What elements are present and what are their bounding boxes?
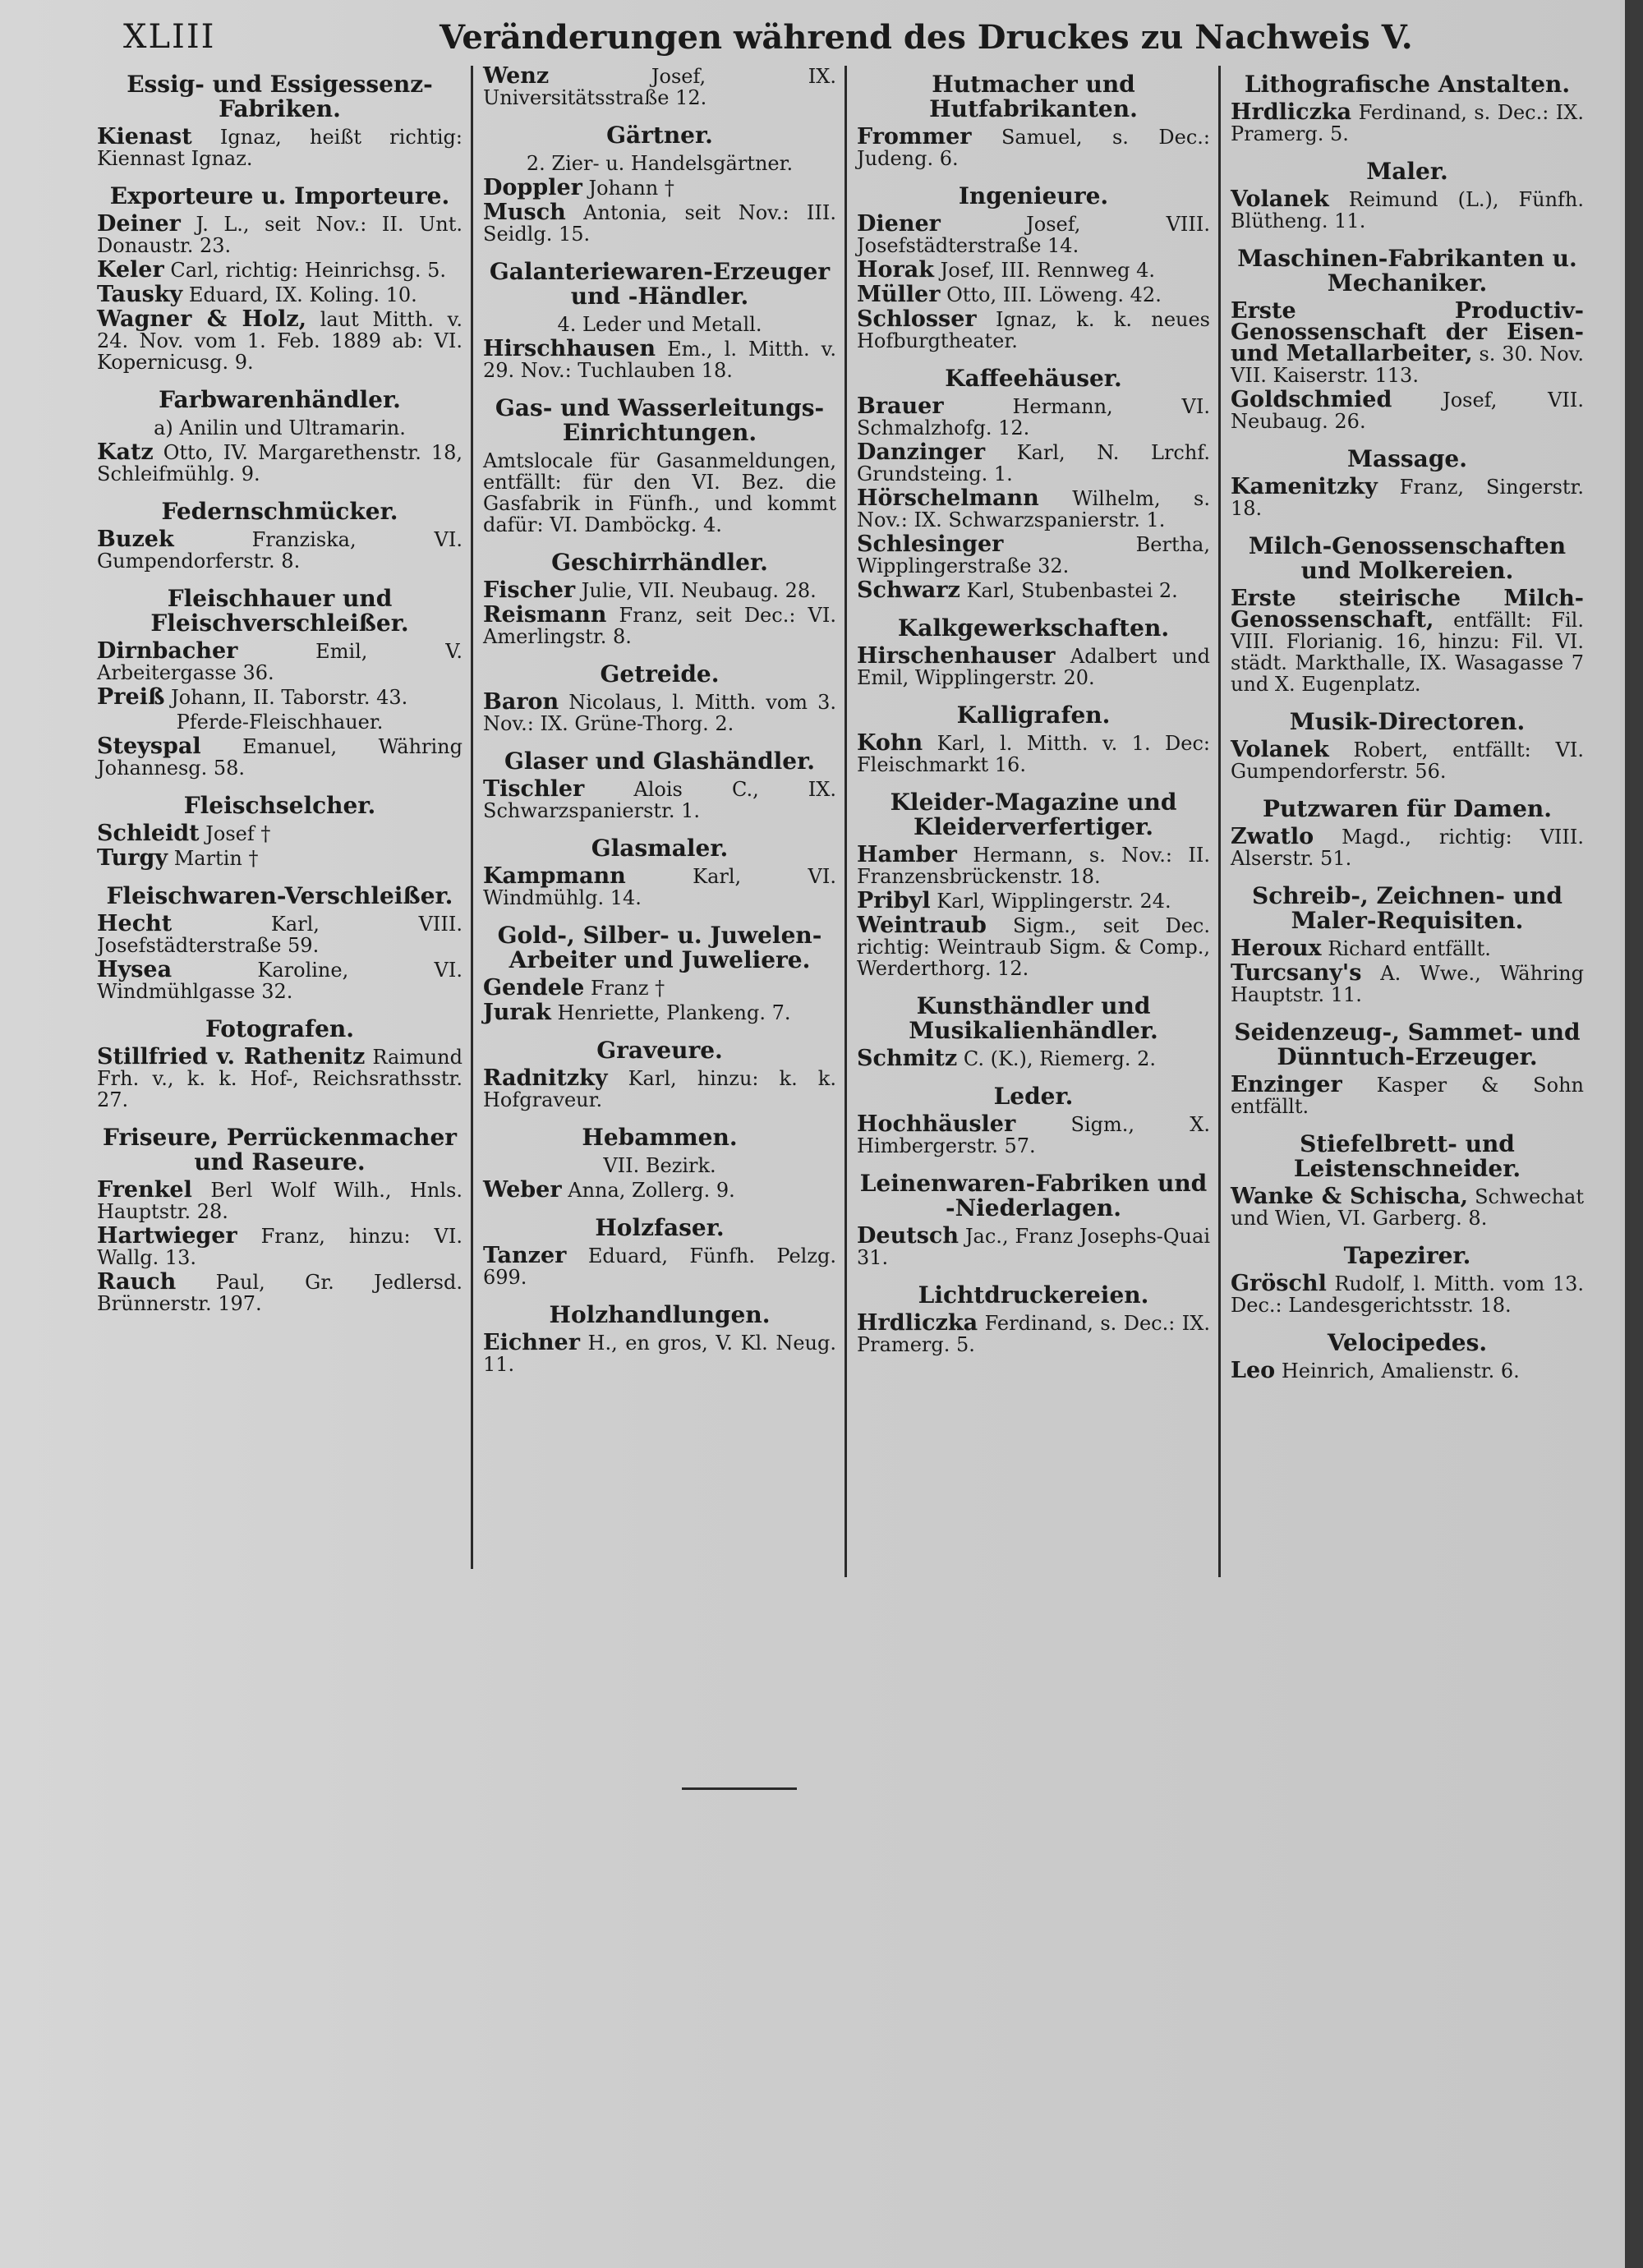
directory-entry	[1231, 1186, 1584, 1229]
entry-name: Enzinger	[1231, 1072, 1342, 1097]
entry-details: entfällt: Fil. VIII. Florianig. 16, hinzu: Fil. VI. städt. Markthalle, IX. Wasagasse 7 und X. Eugenplatz.	[1231, 609, 1584, 696]
entry-name: Dirnbacher	[97, 638, 238, 664]
entry-details: Franz †	[591, 977, 665, 1000]
entry-details: Julie, VII. Neubaug. 28.	[581, 579, 817, 602]
entry-name: Danzinger	[857, 439, 986, 465]
entry-name: Pribyl	[857, 888, 931, 913]
directory-entry	[857, 1048, 1210, 1070]
entry-details: Josef, IX. Universitätsstraße 12.	[483, 65, 836, 109]
section-heading: Leder.	[993, 1083, 1074, 1110]
section-heading: Geschirrhändler.	[551, 549, 768, 576]
entry-name: Hamber	[857, 842, 957, 867]
entry-details: Franz, seit Dec.: VI. Amerlingstr. 8.	[483, 604, 836, 648]
section-heading: Lichtdruckereien.	[918, 1281, 1149, 1309]
entry-name: Brauer	[857, 393, 944, 419]
directory-entry	[857, 284, 1210, 306]
entry-details: H., en gros, V. Kl. Neug. 11.	[483, 1332, 836, 1376]
subsection-heading: 2. Zier- u. Handelsgärtner.	[526, 152, 794, 175]
entry-name: Keler	[97, 257, 164, 283]
directory-entry	[97, 439, 463, 485]
directory-entry	[483, 1065, 836, 1111]
section-heading: Kalkgewerkschaften.	[897, 614, 1170, 642]
entry-name: Rauch	[97, 1269, 177, 1295]
entry-details: Franz, hinzu: VI. Wallg. 13.	[97, 1225, 463, 1269]
directory-entry	[1231, 389, 1584, 432]
directory-entry	[857, 1223, 1210, 1269]
entry-details: Bertha, Wipplingerstraße 32.	[857, 533, 1210, 577]
entry-name: Steyspal	[97, 734, 201, 759]
entry-name: Kamenitzky	[1231, 474, 1378, 499]
directory-columns	[97, 63, 1592, 1577]
entry-details: Josef †	[205, 822, 271, 845]
directory-entry	[483, 776, 836, 822]
page-header	[123, 15, 1594, 72]
column-3	[845, 66, 1218, 1577]
section-heading: Glasmaler.	[591, 835, 729, 862]
entry-name: Erste Productiv-Genossenschaft der Eisen- und Metallarbeiter,	[1231, 298, 1584, 366]
entry-name: Kienast	[97, 124, 192, 150]
entry-name: Hecht	[97, 911, 173, 936]
entry-details: Hermann, s. Nov.: II. Franzensbrückenstr. 18.	[857, 844, 1210, 888]
directory-entry	[97, 845, 463, 871]
directory-entry	[1231, 298, 1584, 387]
entry-details: Jac., Franz Josephs-Quai 31.	[857, 1225, 1210, 1269]
entry-name: Deutsch	[857, 1223, 959, 1249]
entry-details: Eduard, IX. Koling. 10.	[188, 283, 417, 306]
entry-name: Volanek	[1231, 186, 1329, 212]
entry-details: Rudolf, l. Mitth. vom 13. Dec.: Landesgerichtsstr. 18.	[1231, 1272, 1584, 1317]
section-heading: Hutmacher und Hutfabrikanten.	[929, 71, 1138, 122]
subsection-heading: VII. Bezirk.	[603, 1154, 716, 1177]
entry-name: Wenz	[483, 63, 550, 89]
directory-entry	[857, 531, 1210, 577]
section-heading: Milch-Genossenschaften und Molkereien.	[1248, 532, 1567, 584]
directory-entry	[97, 823, 463, 844]
entry-details: Josef, VIII. Josefstädterstraße 14.	[857, 213, 1210, 257]
section-heading: Essig- und Essigessenz-Fabriken.	[127, 71, 433, 122]
entry-details: Ignaz, heißt richtig: Kiennast Ignaz.	[97, 126, 463, 170]
directory-entry	[1231, 1360, 1584, 1382]
entry-name: Leo	[1231, 1358, 1276, 1383]
directory-entry	[483, 602, 836, 648]
section-heading: Lithografische Anstalten.	[1244, 71, 1571, 98]
entry-name: Hysea	[97, 957, 173, 982]
entry-name: Baron	[483, 689, 559, 715]
directory-entry	[857, 393, 1210, 439]
entry-details: Josef, III. Rennweg 4.	[940, 259, 1155, 282]
entry-details: Hermann, VI. Schmalzhofg. 12.	[857, 395, 1210, 439]
section-heading: Fleischwaren-Verschleißer.	[106, 882, 453, 909]
entry-name: Wanke & Schischa,	[1231, 1184, 1468, 1209]
entry-name: Müller	[857, 282, 941, 307]
entry-details: Martin †	[173, 847, 259, 870]
directory-entry	[857, 915, 1210, 979]
entry-name: Weintraub	[857, 913, 987, 938]
entry-details: Berl Wolf Wilh., Hnls. Hauptstr. 28.	[97, 1179, 463, 1223]
entry-details: Karl, hinzu: k. k. Hofgraveur.	[483, 1067, 836, 1111]
entry-details: Karl, l. Mitth. v. 1. Dec: Fleischmarkt 16.	[857, 732, 1210, 776]
section-heading: Friseure, Perrückenmacher und Raseure.	[102, 1124, 458, 1175]
directory-entry	[857, 257, 1210, 283]
directory-entry	[857, 1310, 1210, 1356]
entry-details: Karoline, VI. Windmühlgasse 32.	[97, 959, 463, 1003]
directory-entry	[97, 736, 463, 779]
entry-name: Goldschmied	[1231, 387, 1392, 412]
entry-name: Jurak	[483, 1000, 551, 1025]
entry-details: Raimund Frh. v., k. k. Hof-, Reichsrathsstr. 27.	[97, 1046, 463, 1111]
entry-name: Hochhäusler	[857, 1111, 1016, 1137]
section-heading: Kaffeehäuser.	[945, 365, 1122, 392]
entry-details: Ignaz, k. k. neues Hofburgtheater.	[857, 308, 1210, 352]
directory-entry	[97, 284, 463, 306]
entry-name: Wagner & Holz,	[97, 306, 307, 332]
section-heading: Schreib-, Zeichnen- und Maler-Requisiten.	[1251, 882, 1562, 934]
directory-entry	[1231, 1273, 1584, 1316]
entry-details: Paul, Gr. Jedlersd. Brünnerstr. 197.	[97, 1271, 463, 1315]
entry-name: Erste steirische Milch-Genossenschaft,	[1231, 586, 1584, 633]
entry-name: Kohn	[857, 730, 923, 756]
entry-name: Hrdliczka	[1231, 99, 1352, 125]
directory-entry	[97, 1177, 463, 1223]
entry-details: C. (K.), Riemerg. 2.	[963, 1047, 1157, 1070]
directory-entry	[483, 689, 836, 735]
section-heading: Stiefelbrett- und Leistenschneider.	[1293, 1130, 1521, 1182]
entry-name: Diener	[857, 211, 941, 237]
section-heading: Kunsthändler und Musikalienhändler.	[909, 992, 1158, 1044]
directory-entry	[857, 439, 1210, 485]
section-heading: Maler.	[1366, 158, 1448, 185]
entry-details: Ferdinand, s. Dec.: IX. Pramerg. 5.	[1231, 101, 1584, 145]
entry-name: Katz	[97, 439, 154, 465]
entry-details: Sigm., seit Dec. richtig: Weintraub Sigm. & Comp., Werderthorg. 12.	[857, 914, 1210, 980]
section-heading: Glaser und Glashändler.	[504, 748, 816, 775]
directory-entry	[97, 638, 463, 684]
directory-entry	[857, 577, 1210, 603]
entry-details: Adalbert und Emil, Wipplingerstr. 20.	[857, 645, 1210, 689]
directory-entry	[483, 1002, 836, 1024]
directory-entry	[97, 211, 463, 257]
entry-details: Otto, IV. Margarethenstr. 18, Schleifmühlg. 9.	[97, 441, 463, 485]
entry-name: Gröschl	[1231, 1271, 1327, 1296]
directory-entry	[483, 1245, 836, 1288]
column-1	[97, 66, 471, 1577]
column-2	[471, 63, 845, 1569]
entry-details: Nicolaus, l. Mitth. vom 3. Nov.: IX. Grüne-Thorg. 2.	[483, 691, 836, 735]
entry-details: s. 30. Nov. VII. Kaiserstr. 113.	[1231, 343, 1584, 387]
directory-entry	[857, 1111, 1210, 1157]
directory-entry	[483, 863, 836, 909]
section-heading: Kalligrafen.	[956, 702, 1111, 729]
entry-details: Otto, III. Löweng. 42.	[946, 283, 1162, 306]
section-heading: Tapezirer.	[1343, 1242, 1471, 1269]
entry-name: Reismann	[483, 602, 607, 628]
entry-name: Zwatlo	[1231, 824, 1314, 849]
section-heading: Federnschmücker.	[161, 498, 398, 525]
entry-name: Deiner	[97, 211, 181, 237]
subsection-heading: Pferde-Fleischhauer.	[176, 711, 384, 734]
section-heading: Fotografen.	[205, 1015, 355, 1042]
entry-name: Schlesinger	[857, 531, 1004, 557]
entry-name: Radnitzky	[483, 1065, 608, 1091]
directory-entry	[857, 124, 1210, 170]
directory-entry	[483, 1177, 836, 1203]
directory-entry	[483, 1332, 836, 1375]
section-heading: Gas- und Wasserleitungs-Einrichtungen.	[495, 394, 825, 446]
directory-entry	[483, 63, 836, 109]
directory-entry	[97, 257, 463, 283]
entry-name: Schwarz	[857, 577, 960, 603]
subsection-heading: 4. Leder und Metall.	[557, 313, 762, 336]
entry-details: Johann, II. Taborstr. 43.	[171, 686, 408, 709]
subsection-heading: a) Anilin und Ultramarin.	[154, 416, 406, 439]
entry-details: Karl, Stubenbastei 2.	[966, 579, 1178, 602]
entry-name: Hrdliczka	[857, 1310, 978, 1336]
entry-name: Frommer	[857, 124, 972, 150]
entry-name: Hörschelmann	[857, 485, 1039, 511]
entry-name: Fischer	[483, 577, 576, 603]
section-heading: Velocipedes.	[1327, 1329, 1488, 1356]
entry-name: Turgy	[97, 845, 168, 871]
entry-details: Alois C., IX. Schwarzspanierstr. 1.	[483, 778, 836, 822]
entry-details: Richard entfällt.	[1328, 937, 1491, 960]
entry-name: Gendele	[483, 975, 585, 1001]
entry-name: Tausky	[97, 282, 183, 307]
entry-details: Eduard, Fünfh. Pelzg. 699.	[483, 1244, 836, 1289]
section-heading: Farbwarenhändler.	[159, 386, 401, 413]
entry-name: Horak	[857, 257, 934, 283]
directory-entry	[857, 306, 1210, 352]
entry-details: J. L., seit Nov.: II. Unt. Donaustr. 23.	[97, 213, 463, 257]
directory-entry	[1231, 476, 1584, 519]
section-heading: Holzhandlungen.	[549, 1301, 771, 1328]
entry-name: Weber	[483, 1177, 562, 1203]
entry-details: Sigm., X. Himbergerstr. 57.	[857, 1113, 1210, 1157]
entry-details: Emil, V. Arbeitergasse 36.	[97, 640, 463, 684]
directory-entry	[857, 730, 1210, 776]
section-heading: Musik-Directoren.	[1289, 708, 1526, 735]
directory-entry	[1231, 99, 1584, 145]
section-heading: Exporteure u. Importeure.	[109, 182, 450, 209]
entry-name: Schlosser	[857, 306, 977, 332]
directory-entry	[1231, 826, 1584, 869]
section-heading: Kleider-Magazine und Kleiderverfertiger.	[890, 789, 1177, 840]
entry-name: Volanek	[1231, 737, 1329, 762]
section-heading: Massage.	[1347, 445, 1467, 472]
entry-details: Samuel, s. Dec.: Judeng. 6.	[857, 126, 1210, 170]
entry-details: Reimund (L.), Fünfh. Blütheng. 11.	[1231, 188, 1584, 232]
section-heading: Putzwaren für Damen.	[1262, 795, 1553, 822]
directory-entry	[1231, 186, 1584, 232]
entry-name: Schleidt	[97, 821, 200, 846]
section-heading: Ingenieure.	[958, 182, 1109, 209]
entry-name: Musch	[483, 200, 566, 225]
directory-entry	[483, 450, 836, 536]
directory-entry	[483, 202, 836, 245]
entry-name: Kampmann	[483, 863, 626, 889]
directory-entry	[97, 1044, 463, 1111]
entry-details: Josef, VII. Neubaug. 26.	[1231, 389, 1584, 433]
directory-entry	[1231, 938, 1584, 959]
entry-name: Preiß	[97, 684, 165, 710]
directory-entry	[857, 844, 1210, 887]
section-heading: Fleischhauer und Fleischverschleißer.	[150, 585, 409, 637]
entry-name: Frenkel	[97, 1177, 192, 1203]
entry-name: Tischler	[483, 776, 585, 802]
directory-entry	[97, 1269, 463, 1315]
section-heading: Gärtner.	[606, 122, 713, 149]
entry-details: Kasper & Sohn entfällt.	[1231, 1074, 1584, 1118]
entry-details: laut Mitth. v. 24. Nov. vom 1. Feb. 1889 ab: VI. Kopernicusg. 9.	[97, 308, 463, 374]
directory-entry	[857, 643, 1210, 689]
section-heading: Seidenzeug-, Sammet- und Dünntuch-Erzeuger.	[1234, 1019, 1581, 1070]
entry-details: Schwechat und Wien, VI. Garberg. 8.	[1231, 1185, 1584, 1230]
entry-name: Stillfried v. Rathenitz	[97, 1044, 366, 1070]
directory-entry	[1231, 739, 1584, 782]
entry-details: Em., l. Mitth. v. 29. Nov.: Tuchlauben 18.	[483, 338, 836, 382]
directory-entry	[97, 124, 463, 170]
entry-name: Eichner	[483, 1330, 580, 1355]
entry-details: Wilhelm, s. Nov.: IX. Schwarzspanierstr. 1.	[857, 487, 1210, 531]
directory-entry	[97, 684, 463, 710]
entry-name: Tanzer	[483, 1243, 567, 1268]
section-heading: Hebammen.	[582, 1124, 738, 1151]
entry-name: Schmitz	[857, 1046, 958, 1071]
entry-details: Emanuel, Währing Johannesg. 58.	[97, 735, 463, 780]
directory-entry	[97, 529, 463, 572]
entry-details: Anna, Zollerg. 9.	[568, 1179, 735, 1202]
directory-entry	[857, 485, 1210, 531]
page-number: XLIII	[123, 18, 216, 56]
directory-entry	[483, 177, 836, 199]
section-heading: Getreide.	[600, 660, 720, 688]
entry-name: Doppler	[483, 175, 582, 200]
entry-name: Hirschhausen	[483, 336, 656, 361]
entry-details: Karl, Wipplingerstr. 24.	[937, 890, 1171, 913]
directory-entry	[857, 211, 1210, 257]
directory-entry	[97, 959, 463, 1002]
directory-entry	[1231, 1074, 1584, 1117]
entry-name: Hartwieger	[97, 1223, 237, 1249]
directory-entry	[1231, 960, 1584, 1006]
entry-name: Turcsany's	[1231, 960, 1362, 986]
entry-name: Hirschenhauser	[857, 643, 1056, 669]
section-heading: Maschinen-Fabrikanten u. Mechaniker.	[1237, 245, 1577, 297]
entry-details: Franz, Singerstr. 18.	[1231, 476, 1584, 520]
directory-entry	[857, 890, 1210, 912]
entry-details: Magd., richtig: VIII. Alserstr. 51.	[1231, 826, 1584, 870]
entry-details: Karl, N. Lrchf. Grundsteing. 1.	[857, 441, 1210, 485]
directory-entry	[97, 1223, 463, 1269]
page-spine-edge	[1625, 0, 1643, 2268]
entry-details: Karl, VIII. Josefstädterstraße 59.	[97, 913, 463, 957]
entry-details: Ferdinand, s. Dec.: IX. Pramerg. 5.	[857, 1312, 1210, 1356]
entry-name: Buzek	[97, 527, 174, 552]
directory-entry	[483, 338, 836, 381]
column-4	[1218, 66, 1592, 1577]
entry-details: Carl, richtig: Heinrichsg. 5.	[170, 259, 447, 282]
section-heading: Gold-, Silber- u. Juwelen-Arbeiter und Juweliere.	[497, 922, 822, 973]
section-heading: Fleischselcher.	[183, 792, 376, 819]
section-heading: Holzfaser.	[595, 1214, 725, 1241]
entry-details: Karl, VI. Windmühlg. 14.	[483, 865, 836, 909]
entry-details: Robert, entfällt: VI. Gumpendorferstr. 56.	[1231, 738, 1584, 783]
section-heading: Leinenwaren-Fabriken und -Niederlagen.	[859, 1170, 1208, 1221]
directory-entry	[483, 975, 836, 1001]
entry-details: Amtslocale für Gasanmeldungen, entfällt: für den VI. Bez. die Gasfabrik in Fünfh., und kommt dafür: VI. Damböckg. 4.	[483, 449, 836, 536]
end-rule	[682, 1787, 797, 1790]
entry-details: Franziska, VI. Gumpendorferstr. 8.	[97, 528, 463, 573]
entry-name: Heroux	[1231, 936, 1322, 961]
section-heading: Graveure.	[596, 1037, 723, 1064]
directory-entry	[97, 306, 463, 374]
entry-details: Johann †	[588, 177, 674, 200]
directory-entry	[97, 913, 463, 956]
page-title: Veränderungen während des Druckes zu Nachweis V.	[440, 18, 1413, 57]
directory-entry	[1231, 588, 1584, 695]
entry-details: Antonia, seit Nov.: III. Seidlg. 15.	[483, 201, 836, 246]
entry-details: A. Wwe., Währing Hauptstr. 11.	[1231, 962, 1584, 1006]
directory-entry	[483, 577, 836, 603]
entry-details: Heinrich, Amalienstr. 6.	[1281, 1359, 1520, 1382]
entry-details: Henriette, Plankeng. 7.	[557, 1001, 791, 1024]
section-heading: Galanteriewaren-Erzeuger und -Händler.	[489, 258, 831, 310]
